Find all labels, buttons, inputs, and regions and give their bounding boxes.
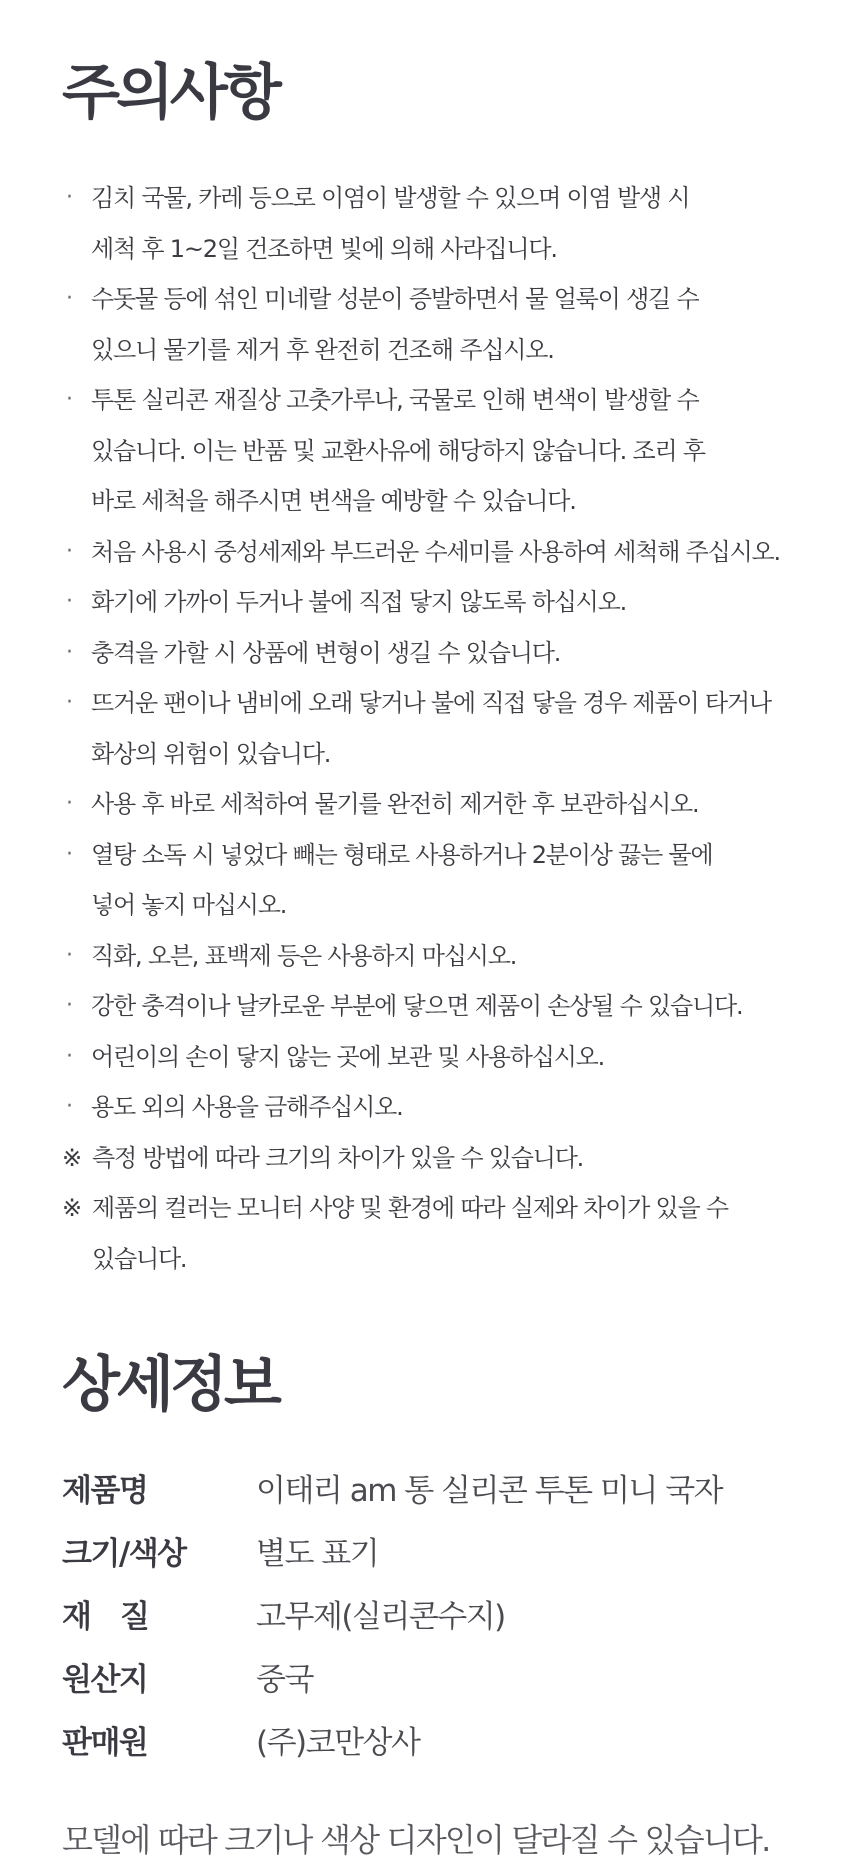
bullet-icon: · — [66, 286, 72, 311]
details-footnote: 모델에 따라 크기나 색상 디자인이 달라질 수 있습니다. — [62, 1821, 770, 1859]
bullet-icon: · — [66, 942, 72, 968]
caution-note-text: 측정 방법에 따라 크기의 차이가 있을 수 있습니다. — [92, 1143, 584, 1172]
bullet-icon: · — [66, 589, 72, 614]
caution-item-line — [62, 931, 832, 982]
caution-item-line — [62, 325, 832, 376]
caution-item-line — [62, 1032, 832, 1083]
details-row-label: 제품명 — [62, 1473, 148, 1509]
details-row — [62, 1712, 832, 1775]
caution-item-text: 있습니다. 이는 반품 및 교환사유에 해당하지 않습니다. 조리 후 — [91, 436, 705, 465]
details-table — [62, 1460, 832, 1775]
details-row-value: 중국 — [256, 1662, 313, 1698]
caution-item-line — [62, 830, 832, 881]
caution-item-text: 열탕 소독 시 넣었다 빼는 형태로 사용하거나 2분이상 끓는 물에 — [91, 840, 713, 869]
caution-item-line — [62, 224, 832, 275]
caution-item-line — [62, 678, 832, 729]
caution-item-text: 수돗물 등에 섞인 미네랄 성분이 증발하면서 물 얼룩이 생길 수 — [91, 285, 699, 313]
details-title: 상세정보 — [62, 1350, 278, 1420]
caution-note-text: 제품의 컬러는 모니터 사양 및 환경에 따라 실제와 차이가 있을 수 — [92, 1194, 728, 1222]
details-row — [62, 1649, 832, 1712]
caution-item-text: 투톤 실리콘 재질상 고춧가루나, 국물로 인해 변색이 발생할 수 — [91, 386, 699, 414]
details-row-value: (주)코만상사 — [256, 1725, 420, 1761]
caution-item-text: 직화, 오븐, 표백제 등은 사용하지 마십시오. — [91, 941, 517, 970]
bullet-icon: · — [66, 1043, 72, 1069]
caution-item-text: 용도 외의 사용을 금해주십시오. — [91, 1093, 403, 1121]
details-row-label: 판매원 — [62, 1725, 148, 1761]
bullet-icon: · — [66, 185, 72, 210]
caution-item-text: 바로 세척을 해주시면 변색을 예방할 수 있습니다. — [91, 487, 576, 515]
reference-mark-icon: ※ — [62, 1143, 81, 1172]
details-row-value: 이태리 am 통 실리콘 투톤 미니 국자 — [256, 1473, 723, 1509]
bullet-icon: · — [66, 1094, 72, 1119]
bullet-icon: · — [66, 841, 72, 867]
caution-item-line — [62, 880, 832, 931]
caution-item-line — [62, 173, 832, 224]
bullet-icon: · — [66, 791, 72, 816]
details-row-value: 고무제(실리콘수지) — [256, 1599, 505, 1635]
details-row — [62, 1460, 832, 1523]
reference-mark-icon: ※ — [62, 1194, 81, 1222]
caution-item-line — [62, 577, 832, 628]
caution-item-line — [62, 476, 832, 527]
caution-note-line — [62, 1234, 832, 1285]
caution-note-line — [62, 1183, 832, 1234]
caution-item-text: 화상의 위험이 있습니다. — [91, 739, 331, 768]
caution-item-text: 어린이의 손이 닿지 않는 곳에 보관 및 사용하십시오. — [91, 1042, 605, 1071]
details-row — [62, 1523, 832, 1586]
bullet-icon: · — [66, 993, 72, 1018]
caution-item-text: 넣어 놓지 마십시오. — [91, 891, 287, 919]
caution-item-line — [62, 981, 832, 1032]
details-row-label: 원산지 — [62, 1662, 148, 1698]
caution-item-text: 강한 충격이나 날카로운 부분에 닿으면 제품이 손상될 수 있습니다. — [91, 992, 743, 1020]
caution-note-line — [62, 1133, 832, 1184]
caution-item-line — [62, 527, 832, 578]
caution-item-line — [62, 274, 832, 325]
bullet-icon: · — [66, 690, 72, 715]
caution-item-line — [62, 1082, 832, 1133]
caution-note-text: 있습니다. — [92, 1244, 187, 1273]
caution-item-line — [62, 729, 832, 780]
caution-item-line — [62, 375, 832, 426]
bullet-icon: · — [66, 639, 72, 665]
caution-item-text: 있으니 물기를 제거 후 완전히 건조해 주십시오. — [91, 335, 554, 364]
caution-item-text: 처음 사용시 중성세제와 부드러운 수세미를 사용하여 세척해 주십시오. — [91, 537, 780, 566]
details-row-value: 별도 표기 — [256, 1536, 379, 1572]
caution-item-text: 뜨거운 팬이나 냄비에 오래 닿거나 불에 직접 닿을 경우 제품이 타거나 — [91, 689, 771, 717]
caution-item-line — [62, 779, 832, 830]
caution-item-text: 충격을 가할 시 상품에 변형이 생길 수 있습니다. — [91, 638, 561, 667]
details-row-label: 재 질 — [62, 1599, 149, 1635]
caution-item-text: 김치 국물, 카레 등으로 이염이 발생할 수 있으며 이염 발생 시 — [91, 184, 690, 212]
caution-item-text: 화기에 가까이 두거나 불에 직접 닿지 않도록 하십시오. — [91, 588, 627, 616]
caution-item-line — [62, 628, 832, 679]
caution-item-text: 세척 후 1~2일 건조하면 빛에 의해 사라집니다. — [91, 234, 557, 263]
details-row — [62, 1586, 832, 1649]
caution-item-line — [62, 426, 832, 477]
bullet-icon: · — [66, 538, 72, 564]
caution-item-text: 사용 후 바로 세척하여 물기를 완전히 제거한 후 보관하십시오. — [91, 790, 699, 818]
caution-title: 주의사항 — [62, 58, 278, 128]
bullet-icon: · — [66, 387, 72, 412]
details-row-label: 크기/색상 — [62, 1536, 186, 1572]
caution-list — [62, 173, 832, 1284]
